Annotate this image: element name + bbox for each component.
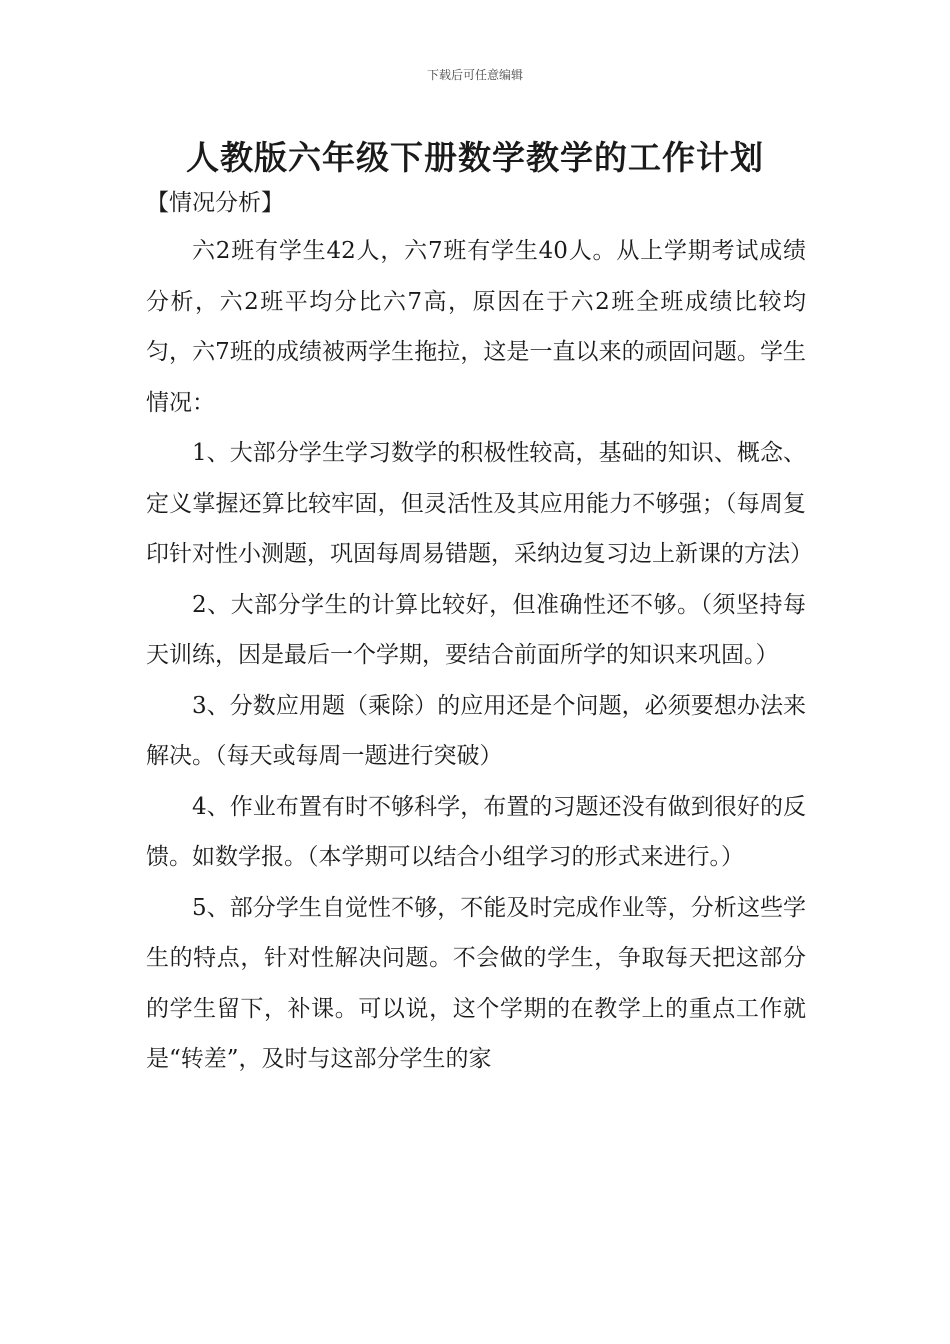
document-body: [146, 226, 813, 1085]
paragraph-item-5: 5、部分学生自觉性不够，不能及时完成作业等，分析这些学生的特点，针对性解决问题。不会做的学生，争取每天把这部分的学生留下，补课。可以说，这个学期的在教学上的重点工作就是“转差”，及时与这部分学生的家: [146, 894, 806, 1072]
paragraph-item-1: 1、大部分学生学习数学的积极性较高，基础的知识、概念、定义掌握还算比较牢固，但灵活性及其应用能力不够强；（每周复印针对性小测题，巩固每周易错题，采纳边复习边上新课的方法）: [146, 440, 813, 567]
paragraph-item-3: 3、分数应用题（乘除）的应用还是个问题，必须要想办法来解决。（每天或每周一题进行突破）: [146, 692, 806, 769]
paragraph-intro: 六2班有学生42人，六7班有学生40人。从上学期考试成绩分析，六2班平均分比六7高，原因在于六2班全班成绩比较均匀，六7班的成绩被两学生拖拉，这是一直以来的顽固问题。学生情况：: [146, 238, 806, 416]
paragraph-item-2: 2、大部分学生的计算比较好，但准确性还不够。（须坚持每天训练，因是最后一个学期，要结合前面所学的知识来巩固。）: [146, 591, 806, 668]
document-title: 人教版六年级下册数学教学的工作计划: [186, 138, 764, 177]
page-header: 下载后可任意编辑: [426, 68, 523, 82]
section-heading: 【情况分析】: [146, 190, 284, 216]
paragraph-item-4: 4、作业布置有时不够科学，布置的习题还没有做到很好的反馈。如数学报。（本学期可以结合小组学习的形式来进行。）: [146, 793, 806, 870]
